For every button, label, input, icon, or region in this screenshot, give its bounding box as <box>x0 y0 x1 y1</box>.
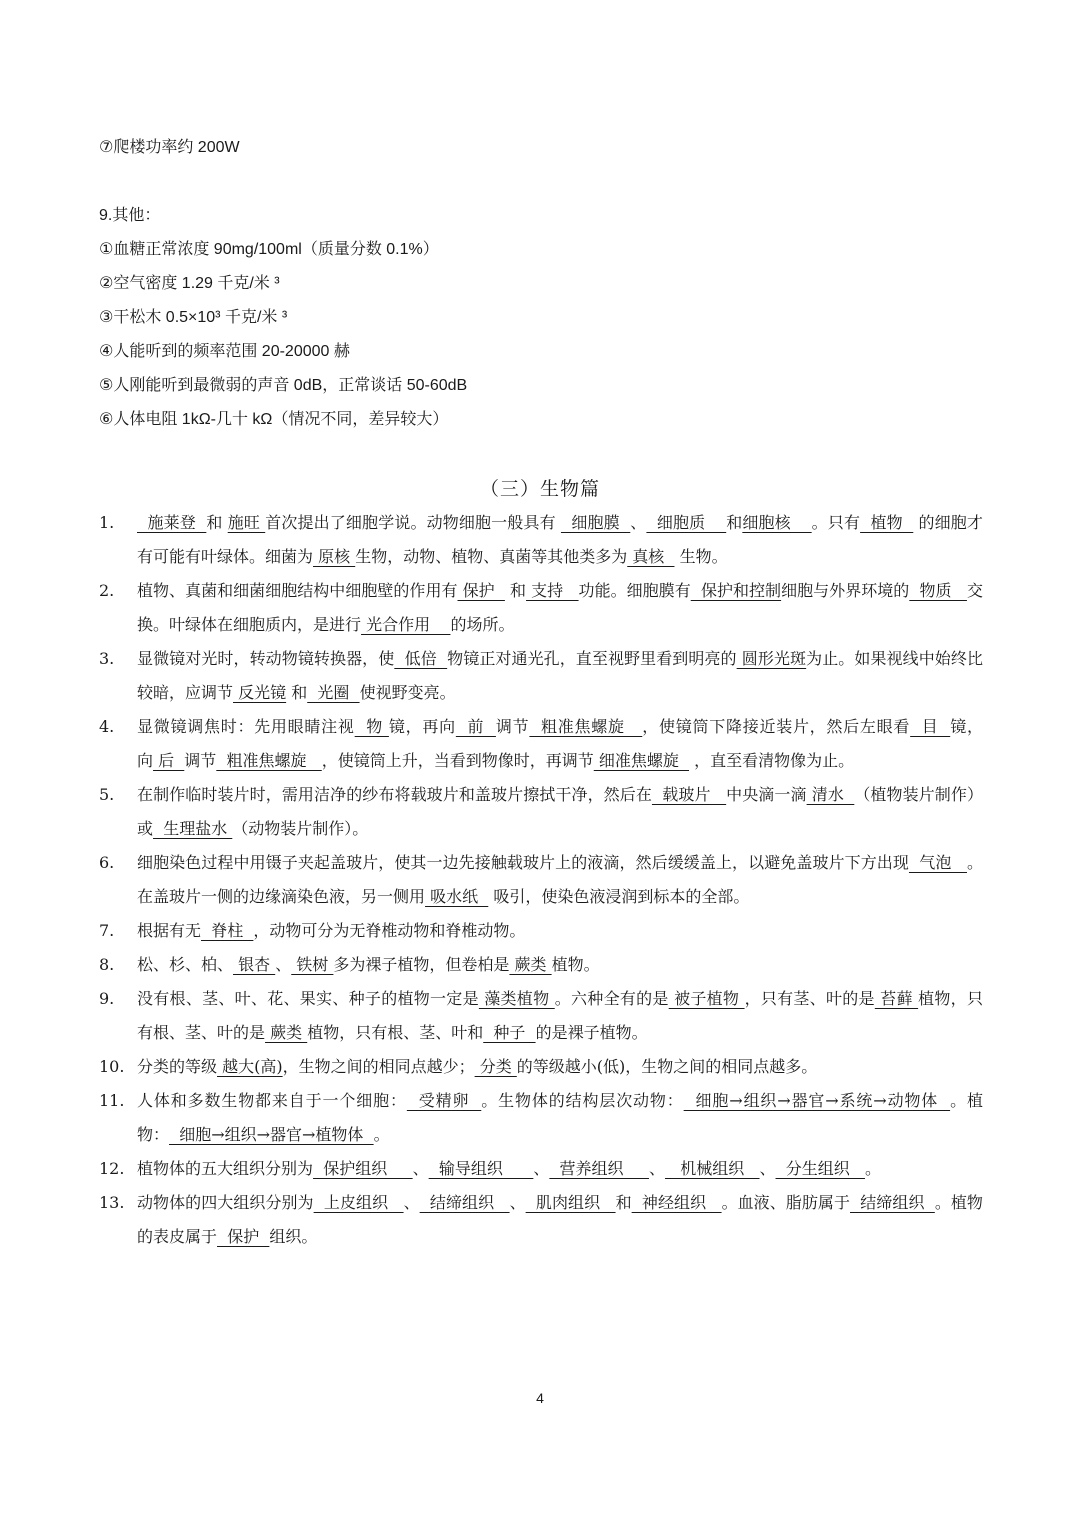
answer-blank: 藻类植物 <box>478 989 555 1008</box>
list-item <box>99 1084 983 1152</box>
question-text: 镜，向 <box>137 717 983 770</box>
question-text: 。植物： <box>137 1091 983 1144</box>
question-list <box>99 506 983 1254</box>
answer-blank: 施莱登 <box>137 513 207 532</box>
answer-blank: 物质 <box>909 581 967 600</box>
question-text: 吸引，使染色液浸润到标本的全部。 <box>488 887 750 906</box>
question-text: 、 <box>275 955 292 974</box>
item-number: 6. <box>99 853 115 872</box>
question-text: 、 <box>648 1159 665 1178</box>
question-text: 。 <box>864 1159 881 1178</box>
question-text: 。只有 <box>811 513 861 532</box>
question-text: 镜，再向 <box>388 717 456 736</box>
question-text: 、 <box>630 513 647 532</box>
answer-blank: 保护 <box>217 1227 270 1246</box>
question-text: 、 <box>509 1193 526 1212</box>
question-text: 。血液、脂肪属于 <box>721 1193 851 1212</box>
list-item <box>99 1152 983 1186</box>
text-line: ⑥人体电阻 1kΩ-几十 kΩ（情况不同，差异较大） <box>99 411 449 428</box>
question-text: 人体和多数生物都来自于一个细胞： <box>137 1091 407 1110</box>
question-text: 。 <box>373 1125 390 1144</box>
answer-blank: 光圈 <box>307 683 360 702</box>
answer-blank: 结缔组织 <box>419 1193 510 1212</box>
answer-blank: 气泡 <box>908 853 967 872</box>
list-item <box>99 846 983 914</box>
answer-blank: 低倍 <box>394 649 448 668</box>
question-text: 的是裸子植物。 <box>535 1023 648 1042</box>
question-text: 和 <box>726 513 743 532</box>
question-text: 调节 <box>184 751 217 770</box>
question-text: 生物，动物、植物、真菌等其他类多为 <box>355 547 628 566</box>
question-text: 功能。细胞膜有 <box>578 581 691 600</box>
answer-blank: 铁树 <box>291 955 334 974</box>
answer-blank: 植物 <box>860 513 914 532</box>
question-text: ，直至看清物像为止。 <box>689 751 855 770</box>
text-line: 9.其他： <box>99 207 161 224</box>
list-item <box>99 1050 983 1084</box>
text-line: ⑤人刚能听到最微弱的声音 0dB，正常谈话 50-60dB <box>99 377 468 394</box>
question-text: 植物，只有根、茎、叶的是 <box>137 989 983 1042</box>
item-number: 10. <box>99 1057 125 1076</box>
answer-blank: 圆形光斑 <box>736 649 807 668</box>
question-text: 、 <box>412 1159 429 1178</box>
item-number: 4. <box>99 717 115 736</box>
answer-blank: 物 <box>354 717 389 736</box>
answer-blank: 细胞核 <box>742 513 812 532</box>
answer-blank: 施旺 <box>227 513 266 532</box>
answer-blank: 上皮组织 <box>313 1193 404 1212</box>
list-item <box>99 710 983 778</box>
answer-blank: 反光镜 <box>233 683 287 702</box>
answer-blank: 结缔组织 <box>850 1193 935 1212</box>
answer-blank: 目 <box>910 717 951 736</box>
item-number: 5. <box>99 785 115 804</box>
item-number: 3. <box>99 649 115 668</box>
answer-blank: 分生组织 <box>775 1159 865 1178</box>
question-text: （动物装片制作）。 <box>232 819 369 838</box>
answer-blank: 粗准焦螺旋 <box>529 717 643 736</box>
question-text: ，使镜筒上升，当看到物像时，再调节 <box>321 751 594 770</box>
question-text: ，生物之间的相同点越少； <box>282 1057 475 1076</box>
question-text: 的场所。 <box>450 615 515 634</box>
answer-blank: 肌肉组织 <box>525 1193 616 1212</box>
question-text: 的等级越小(低)，生物之间的相同点越多。 <box>516 1057 818 1076</box>
answer-blank: 粗准焦螺旋 <box>216 751 322 770</box>
answer-blank: 细胞→组织→器官→系统→动物体 <box>683 1091 951 1110</box>
answer-blank: 前 <box>455 717 496 736</box>
question-text: （植物装片制作）或 <box>137 785 983 838</box>
question-text: 植物、真菌和细菌细胞结构中细胞壁的作用有 <box>137 581 458 600</box>
answer-blank: 细胞膜 <box>560 513 631 532</box>
question-text: 的细胞才有可能有叶绿体。细菌为 <box>137 513 983 566</box>
answer-blank: 脊柱 <box>201 921 254 940</box>
section-title: （三）生物篇 <box>479 478 600 500</box>
question-text: 、 <box>759 1159 776 1178</box>
answer-blank: 保护和控制 <box>690 581 782 600</box>
question-text: 细胞染色过程中用镊子夹起盖玻片，使其一边先接触载玻片上的液滴，然后缓缓盖上，以避免盖玻片下方出现 <box>137 853 909 872</box>
question-text: 、 <box>533 1159 550 1178</box>
item-number: 12. <box>99 1159 125 1178</box>
question-text: ，动物可分为无脊椎动物和脊椎动物。 <box>253 921 526 940</box>
question-text: 动物体的四大组织分别为 <box>137 1193 314 1212</box>
text-line: ④人能听到的频率范围 20-20000 赫 <box>99 343 350 360</box>
question-text: 显微镜对光时，转动物镜转换器，使 <box>137 649 395 668</box>
answer-blank: 受精卵 <box>406 1091 482 1110</box>
question-text: 细胞与外界环境的 <box>781 581 910 600</box>
question-text: 植物。 <box>551 955 600 974</box>
question-text: 物镜正对通光孔，直至视野里看到明亮的 <box>447 649 737 668</box>
question-text: 和 <box>286 683 308 702</box>
question-text: 和 <box>504 581 527 600</box>
list-item <box>99 914 983 948</box>
answer-blank: 神经组织 <box>631 1193 722 1212</box>
list-item <box>99 778 983 846</box>
item-number: 11. <box>99 1091 125 1110</box>
answer-blank: 生理盐水 <box>153 819 233 838</box>
answer-blank: 细胞→组织→器官→植物体 <box>169 1125 374 1144</box>
answer-blank: 原核 <box>313 547 356 566</box>
answer-blank: 分类 <box>474 1057 517 1076</box>
question-text: 首次提出了细胞学说。动物细胞一般具有 <box>265 513 561 532</box>
answer-blank: 清水 <box>806 785 855 804</box>
question-text: 生物。 <box>674 547 728 566</box>
question-text: 。在盖玻片一侧的边缘滴染色液，另一侧用 <box>137 853 983 906</box>
item-number: 13. <box>99 1193 125 1212</box>
question-text: 松、杉、柏、 <box>137 955 234 974</box>
answer-blank: 被子植物 <box>668 989 745 1008</box>
question-text: 组织。 <box>269 1227 318 1246</box>
answer-blank: 蕨类 <box>509 955 552 974</box>
question-text: 在制作临时装片时，需用洁净的纱布将载玻片和盖玻片擦拭干净，然后在 <box>137 785 652 804</box>
answer-blank: 保护 <box>457 581 505 600</box>
text-line: ②空气密度 1.29 千克/米 ³ <box>99 275 280 292</box>
answer-blank: 真核 <box>627 547 675 566</box>
answer-blank: 细胞质 <box>646 513 727 532</box>
answer-blank: 输导组织 <box>428 1159 534 1178</box>
item-number: 1. <box>99 513 115 532</box>
answer-blank: 银杏 <box>233 955 276 974</box>
question-text: 中央滴一滴 <box>726 785 807 804</box>
question-text: 。植物的表皮属于 <box>137 1193 983 1246</box>
list-item <box>99 574 983 642</box>
answer-blank: 保护组织 <box>313 1159 413 1178</box>
page-number: 4 <box>536 1390 544 1406</box>
answer-blank: 光合作用 <box>361 615 451 634</box>
question-text: 。六种全有的是 <box>554 989 669 1008</box>
answer-blank: 后 <box>153 751 185 770</box>
question-text: 使视野变亮。 <box>359 683 456 702</box>
question-text: 多为裸子植物，但卷柏是 <box>333 955 510 974</box>
answer-blank: 细准焦螺旋 <box>593 751 690 770</box>
item-number: 9. <box>99 989 115 1008</box>
list-item <box>99 982 983 1050</box>
answer-blank: 吸水纸 <box>425 887 489 906</box>
question-text: 没有根、茎、叶、花、果实、种子的植物一定是 <box>137 989 479 1008</box>
list-item <box>99 506 983 574</box>
answer-blank: 苔藓 <box>874 989 919 1008</box>
question-text: 和 <box>615 1193 632 1212</box>
question-text: 显微镜调焦时：先用眼睛注视 <box>137 717 355 736</box>
list-item <box>99 948 983 982</box>
question-text: 分类的等级 <box>137 1057 218 1076</box>
text-line: ⑦爬楼功率约 200W <box>99 139 240 156</box>
question-text: 根据有无 <box>137 921 202 940</box>
item-number: 8. <box>99 955 115 974</box>
question-text: ，只有茎、叶的是 <box>744 989 875 1008</box>
question-text: 和 <box>206 513 228 532</box>
list-item <box>99 642 983 710</box>
item-number: 2. <box>99 581 115 600</box>
question-text: 为止。如果视线中始终比较暗，应调节 <box>137 649 983 702</box>
answer-blank: 营养组织 <box>549 1159 649 1178</box>
answer-blank: 蕨类 <box>265 1023 308 1042</box>
question-text: ，使镜筒下降接近装片，然后左眼看 <box>642 717 911 736</box>
answer-blank: 种子 <box>483 1023 536 1042</box>
item-number: 7. <box>99 921 115 940</box>
answer-blank: 越大(高) <box>217 1057 283 1076</box>
question-text: 植物体的五大组织分别为 <box>137 1159 314 1178</box>
answer-blank: 载玻片 <box>651 785 727 804</box>
question-text: 。生物体的结构层次动物： <box>481 1091 684 1110</box>
question-text: 、 <box>403 1193 420 1212</box>
question-text: 调节 <box>495 717 530 736</box>
answer-blank: 支持 <box>526 581 579 600</box>
question-text: 植物，只有根、茎、叶和 <box>307 1023 484 1042</box>
answer-blank: 机械组织 <box>664 1159 760 1178</box>
list-item <box>99 1186 983 1254</box>
text-line: ①血糖正常浓度 90mg/100ml（质量分数 0.1%） <box>99 241 439 258</box>
text-line: ③干松木 0.5×10³ 千克/米 ³ <box>99 309 288 326</box>
question-text: 交换。叶绿体在细胞质内，是进行 <box>137 581 983 634</box>
